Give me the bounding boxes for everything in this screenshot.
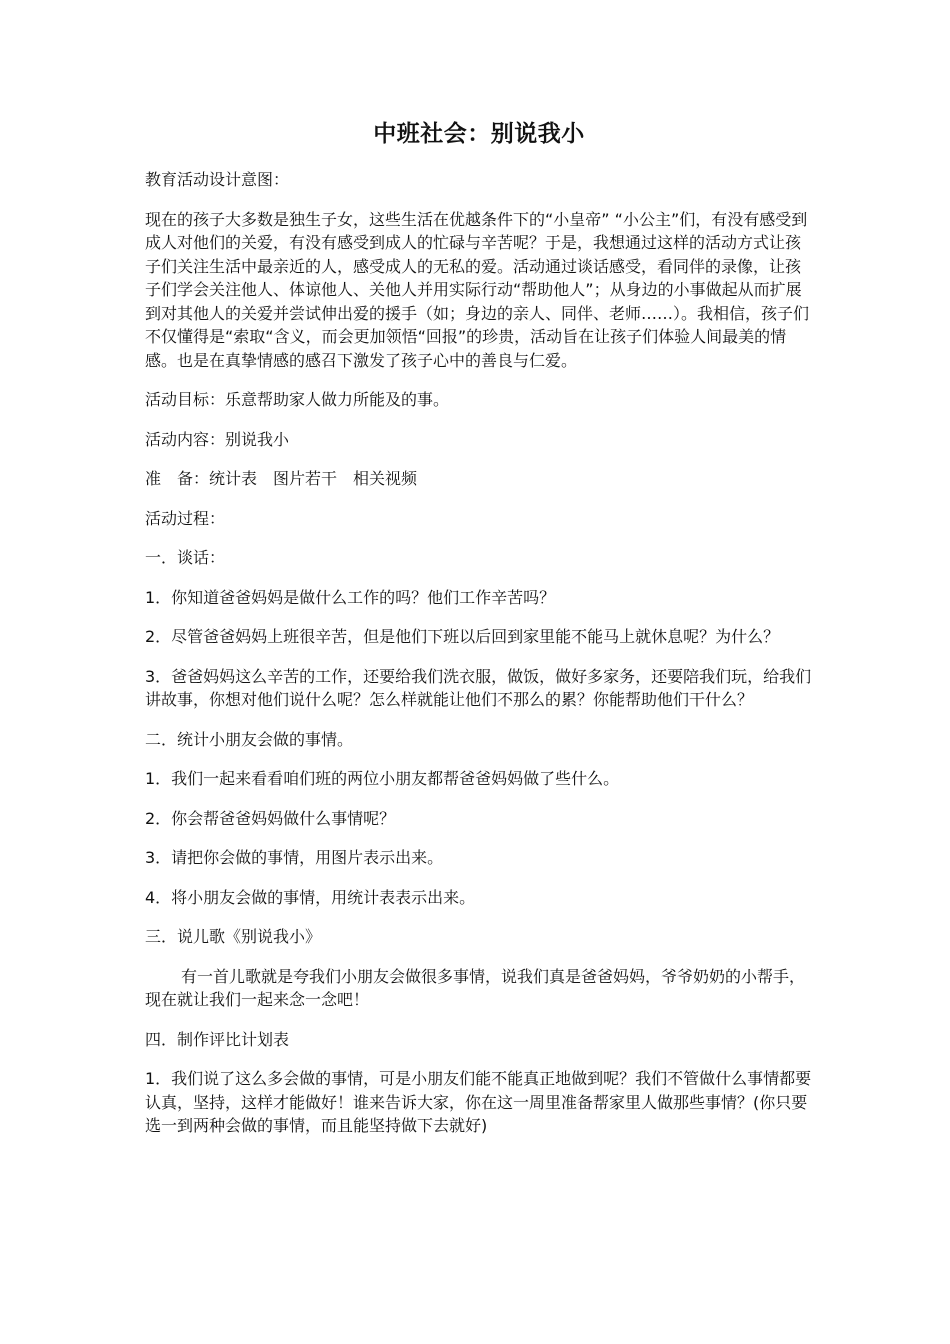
section-2-item-4: 4．将小朋友会做的事情，用统计表表示出来。 [145, 887, 476, 907]
section-2-item-3: 3．请把你会做的事情，用图片表示出来。 [145, 848, 444, 867]
section-1-heading: 一．谈话： [145, 548, 226, 567]
activity-content: 活动内容：别说我小 [145, 429, 290, 449]
section-3-heading: 三．说儿歌《别说我小》 [145, 927, 322, 946]
activity-goal: 活动目标：乐意帮助家人做力所能及的事。 [145, 390, 450, 409]
design-intent-heading: 教育活动设计意图： [145, 170, 290, 189]
document-page [145, 118, 813, 1154]
section-1-item-3: 3．爸爸妈妈这么辛苦的工作，还要给我们洗衣服，做饭，做好多家务，还要陪我们玩，给我们讲故事，你想对他们说什么呢？怎么样就能让他们不那么的累？你能帮助他们干什么？ [145, 666, 812, 709]
section-2-item-1: 1．我们一起来看看咱们班的两位小朋友都帮爸爸妈妈做了些什么。 [145, 769, 620, 788]
section-3-body: 有一首儿歌就是夸我们小朋友会做很多事情，说我们真是爸爸妈妈，爷爷奶奶的小帮手，现在就让我们一起来念一念吧！ [145, 966, 806, 1009]
section-4-item-1: 1．我们说了这么多会做的事情，可是小朋友们能不能真正地做到呢？我们不管做什么事情都要认真，坚持，这样才能做好！谁来告诉大家，你在这一周里准备帮家里人做那些事情？(你只要选一到两种会做的事情，而且能坚持做下去就好) [145, 1069, 812, 1135]
section-1-item-1: 1．你知道爸爸妈妈是做什么工作的吗？他们工作辛苦吗？ [145, 587, 556, 607]
section-2-heading: 二．统计小朋友会做的事情。 [145, 729, 354, 749]
section-1-item-2: 2．尽管爸爸妈妈上班很辛苦，但是他们下班以后回到家里能不能马上就休息呢？为什么？ [145, 627, 780, 646]
section-2-item-2: 2．你会帮爸爸妈妈做什么事情呢？ [145, 808, 396, 828]
process-heading: 活动过程： [145, 508, 226, 528]
preparation: 准 备：统计表 图片若干 相关视频 [145, 469, 418, 488]
document-title: 中班社会：别说我小 [373, 121, 585, 147]
design-intent-body: 现在的孩子大多数是独生子女，这些生活在优越条件下的“小皇帝” “小公主”们，有没有感受到成人对他们的关爱，有没有感受到成人的忙碌与辛苦呢？于是，我想通过这样的活动方式让孩子们关注生活中最亲近的人，感受成人的无私的爱。活动通过谈话感受，看同伴的录像，让孩子们学会关注他人、体谅他人、关他人并用实际行动“帮助他人”；从身边的小事做起从而扩展到对其他人的关爱并尝试伸出爱的援手（如；身边的亲人、同伴、老师……）。我相信，孩子们不仅懂得是“索取“含义，而会更加领悟“回报”的珍贵，活动旨在让孩子们体验人间最美的情感。也是在真挚情感的感召下激发了孩子心中的善良与仁爱。 [145, 209, 810, 370]
section-4-heading: 四．制作评比计划表 [145, 1029, 290, 1049]
